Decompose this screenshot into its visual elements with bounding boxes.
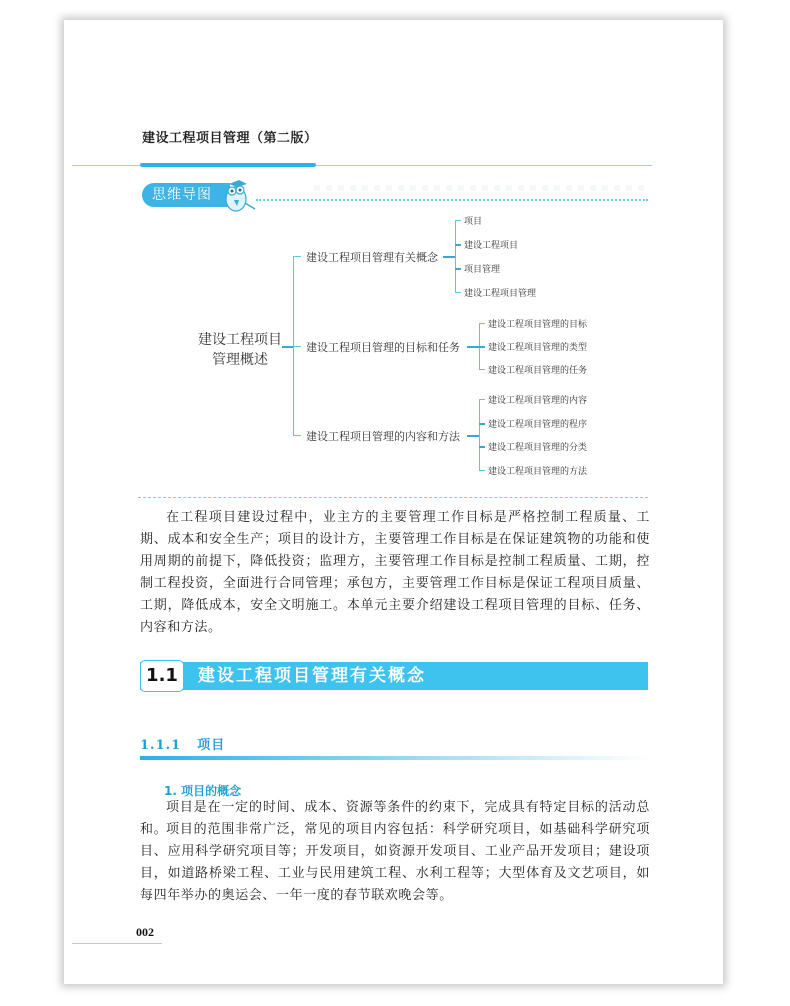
mind-map-badge: 思维导图 — [142, 183, 230, 207]
branch1-connector — [443, 256, 455, 258]
page-number: 002 — [136, 925, 154, 939]
leaf-item: 建设工程项目管理的内容 — [488, 396, 588, 406]
branch3-tick — [479, 446, 485, 448]
leaf-item: 建设工程项目管理的分类 — [488, 443, 588, 453]
level1-tick-1 — [293, 256, 301, 257]
branch3-spine — [479, 399, 480, 470]
leaf-item: 建设工程项目管理的方法 — [488, 467, 588, 477]
root-line-2: 管理概述 — [212, 352, 268, 368]
branch2-tick — [479, 323, 485, 324]
owl-mascot-icon — [219, 175, 259, 215]
branch1-tick — [455, 244, 461, 246]
header-accent-bar — [140, 163, 316, 167]
leaf-item: 建设工程项目管理的类型 — [488, 343, 588, 353]
root-line-1: 建设工程项目 — [198, 332, 282, 348]
branch3-connector — [467, 435, 479, 437]
section-title: 建设工程项目管理有关概念 — [198, 666, 426, 686]
branch-content-methods: 建设工程项目管理的内容和方法 — [306, 430, 460, 443]
subsection-gradient-rule — [140, 756, 650, 760]
mind-map-root — [190, 330, 290, 370]
branch-goals-tasks: 建设工程项目管理的目标和任务 — [306, 341, 460, 354]
subsection-title: 项目 — [197, 738, 226, 753]
page-number-rule — [72, 943, 162, 944]
running-header-title: 建设工程项目管理（第二版） — [142, 131, 318, 146]
branch3-tick — [479, 423, 485, 425]
branch1-spine — [455, 220, 456, 292]
leaf-item: 建设工程项目管理的程序 — [488, 420, 588, 430]
branch3-tick — [479, 399, 485, 400]
branch1-tick — [455, 220, 461, 221]
leaf-item: 项目管理 — [464, 265, 501, 275]
subsection-number: 1.1.1 — [140, 738, 182, 753]
book-page — [64, 20, 723, 984]
branch2-tick — [479, 346, 485, 348]
decorative-faint-band — [314, 185, 644, 191]
point-heading: 1. 项目的概念 — [164, 784, 242, 798]
branch-concepts: 建设工程项目管理有关概念 — [306, 251, 438, 264]
leaf-item: 建设工程项目管理 — [464, 289, 537, 299]
branch1-tick — [455, 292, 461, 293]
branch3-tick — [479, 470, 485, 471]
level1-tick-2 — [293, 346, 301, 347]
branch2-connector — [467, 346, 479, 348]
leaf-item: 建设工程项目 — [464, 241, 519, 251]
intro-paragraph: 在工程项目建设过程中，业主方的主要管理工作目标是严格控制工程质量、工期、成本和安全生产；项目的设计方，主要管理工作目标是在保证建筑物的功能和使用周期的前提下，降低投资；监理方，主要管理工作目标是控制工程质量、工期，控制工程投资，全面进行合同管理；承包方，主要管理工作目标是保证工程项目质量、工期，降低成本，安全文明施工。本单元主要介绍建设工程项目管理的目标、任务、内容和方法。 — [140, 510, 650, 635]
subsection-heading — [140, 734, 225, 753]
mind-map-dashed-separator — [138, 497, 648, 498]
branch2-tick — [479, 369, 485, 370]
leaf-item: 建设工程项目管理的目标 — [488, 320, 588, 330]
body-paragraph-1: 项目是在一定的时间、成本、资源等条件的约束下，完成具有特定目标的活动总和。 — [140, 800, 650, 837]
branch1-tick — [455, 268, 461, 270]
section-number: 1.1 — [140, 660, 184, 692]
leaf-item: 建设工程项目管理的任务 — [488, 366, 588, 376]
mind-map-dotted-rule — [256, 199, 648, 201]
level1-tick-3 — [293, 435, 301, 436]
leaf-item: 项目 — [464, 217, 483, 227]
body-paragraph-2: 项目的范围非常广泛，常见的项目内容包括：科学研究项目，如基础科学研究项目、应用科学研究项目等；开发项目，如资源开发项目、工业产品开发项目；建设项目，如道路桥梁工程、工业与民用建筑工程、水利工程等；大型体育及文艺项目，如每四年举办的奥运会、一年一度的春节联欢晚会等。 — [140, 822, 650, 903]
